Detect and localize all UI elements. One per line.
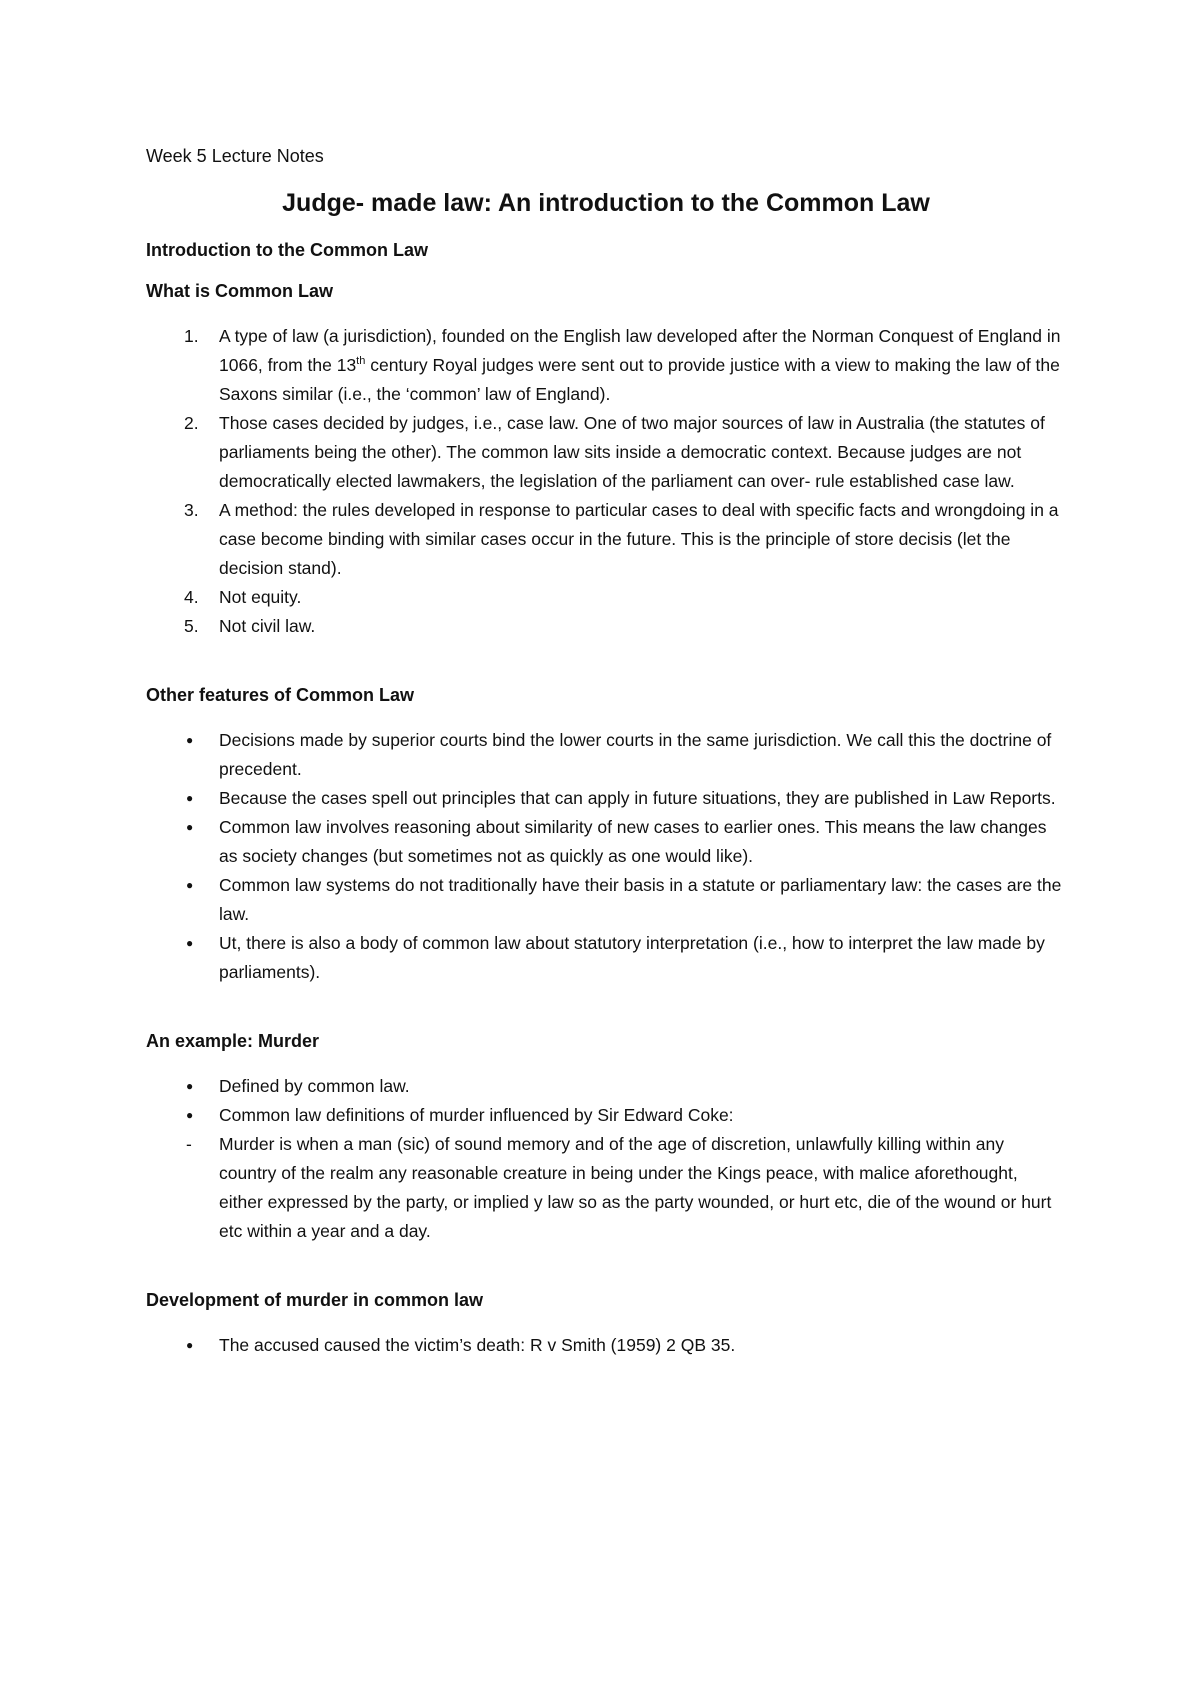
list-item xyxy=(146,1101,1066,1130)
document-title: Judge- made law: An introduction to the Common Law xyxy=(282,189,930,217)
list-number: 4. xyxy=(184,587,199,607)
features-list xyxy=(146,726,1066,987)
example-heading: An example: Murder xyxy=(146,1031,320,1051)
list-item-text: Ut, there is also a body of common law about statutory interpretation (i.e., how to interpret the law made by parliaments). xyxy=(219,933,1045,982)
list-item-text: Common law systems do not traditionally have their basis in a statute or parliamentary law: the cases are the law. xyxy=(219,875,1062,924)
list-item xyxy=(146,1072,1066,1101)
list-item-text: Those cases decided by judges, i.e., case law. One of two major sources of law in Australia (the statutes of parliaments being the other). The common law sits inside a democratic context. Because judges are not democratically elected lawmakers, the legislation of the parliament can over- rule established case law. xyxy=(219,413,1045,491)
list-item-text: A method: the rules developed in response to particular cases to deal with specific facts and wrongdoing in a case become binding with similar cases occur in the future. This is the principle of store decisis (let the decision stand). xyxy=(219,500,1059,578)
list-number: 5. xyxy=(184,616,199,636)
list-number: 3. xyxy=(184,500,199,520)
list-item-text: century Royal judges were sent out to provide justice with a view to making the law of the Saxons similar (i.e., the ‘common’ law of England). xyxy=(219,355,1060,404)
bullet-icon: ● xyxy=(186,791,194,805)
bullet-icon: ● xyxy=(186,1108,194,1122)
superscript: th xyxy=(356,355,366,368)
list-item-text: Not equity. xyxy=(219,587,302,607)
bullet-icon: ● xyxy=(186,820,194,834)
list-item xyxy=(146,583,1066,612)
list-item xyxy=(146,612,1066,641)
list-item-text: Because the cases spell out principles that can apply in future situations, they are published in Law Reports. xyxy=(219,788,1056,808)
features-heading: Other features of Common Law xyxy=(146,685,415,705)
list-item xyxy=(146,1331,1066,1360)
development-list xyxy=(146,1331,1066,1360)
document-body xyxy=(146,146,1066,1400)
list-item xyxy=(146,322,1066,409)
development-heading: Development of murder in common law xyxy=(146,1290,484,1310)
list-item xyxy=(146,813,1066,871)
list-item-text: Common law definitions of murder influenced by Sir Edward Coke: xyxy=(219,1105,734,1125)
bullet-icon: ● xyxy=(186,878,194,892)
list-number: 2. xyxy=(184,413,199,433)
example-list xyxy=(146,1072,1066,1246)
bullet-icon: ● xyxy=(186,733,194,747)
list-item xyxy=(146,726,1066,784)
list-item-text: A type of law (a jurisdiction), founded on the English law developed after the Norman Conquest of England in 1066, from the 13 xyxy=(219,326,1061,375)
bullet-icon: ● xyxy=(186,1079,194,1093)
list-number: 1. xyxy=(184,326,199,346)
list-item xyxy=(146,784,1066,813)
what-is-list xyxy=(146,322,1066,641)
list-item xyxy=(146,929,1066,987)
what-is-heading: What is Common Law xyxy=(146,281,334,301)
list-item xyxy=(146,1130,1066,1246)
list-item-text: Common law involves reasoning about similarity of new cases to earlier ones. This means the law changes as society changes (but sometimes not as quickly as one would like). xyxy=(219,817,1047,866)
bullet-icon: ● xyxy=(186,1338,194,1352)
list-item xyxy=(146,409,1066,496)
dash-marker: - xyxy=(186,1134,192,1154)
list-item-text: Murder is when a man (sic) of sound memory and of the age of discretion, unlawfully killing within any country of the realm any reasonable creature in being under the Kings peace, with malice aforethought, either expressed by the party, or implied y law so as the party wounded, or hurt etc, die of the wound or hurt etc within a year and a day. xyxy=(219,1134,1052,1241)
list-item-text: Decisions made by superior courts bind the lower courts in the same jurisdiction. We call this the doctrine of precedent. xyxy=(219,730,1052,779)
list-item-text: Not civil law. xyxy=(219,616,316,636)
document-subtitle: Week 5 Lecture Notes xyxy=(146,146,324,166)
intro-heading: Introduction to the Common Law xyxy=(146,240,428,260)
list-item xyxy=(146,496,1066,583)
bullet-icon: ● xyxy=(186,936,194,950)
list-item-text: The accused caused the victim’s death: R v Smith (1959) 2 QB 35. xyxy=(219,1335,736,1355)
list-item xyxy=(146,871,1066,929)
list-item-text: Defined by common law. xyxy=(219,1076,410,1096)
